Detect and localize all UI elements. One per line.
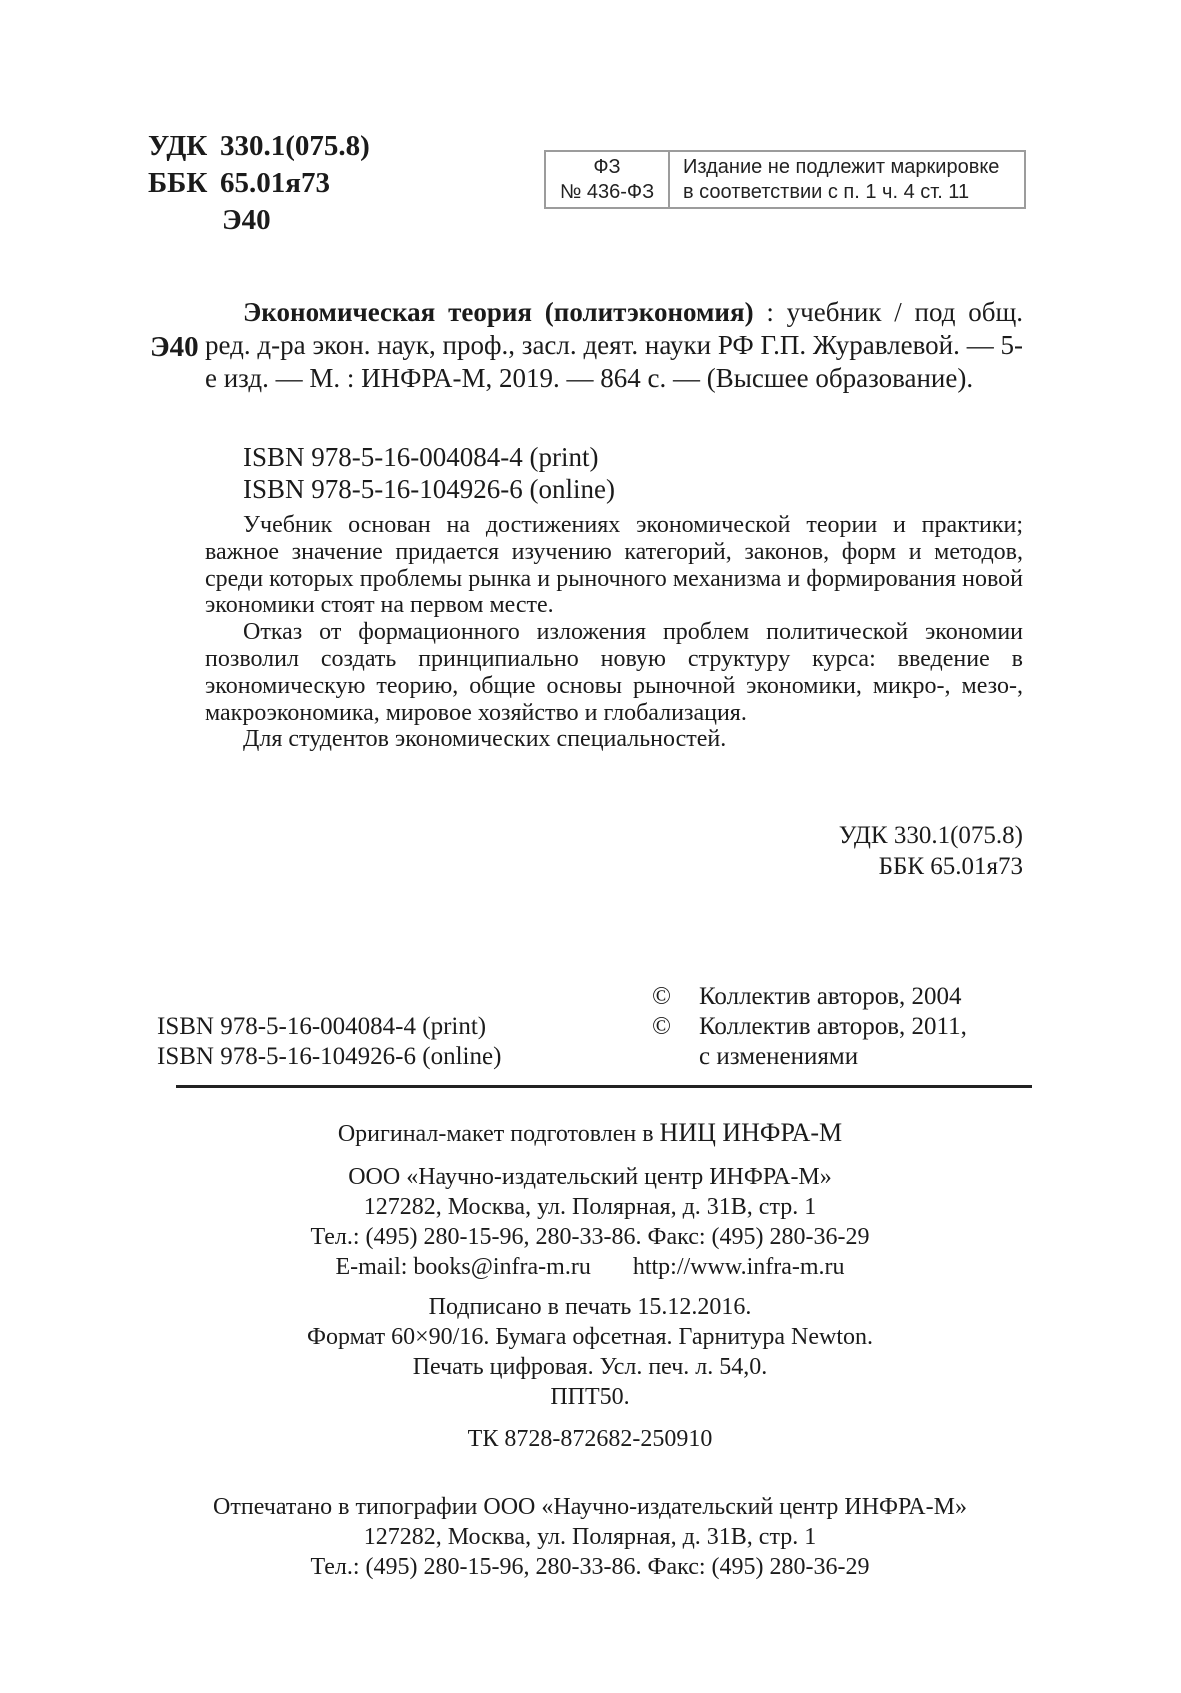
imprint-prepared-org: НИЦ ИНФРА-М [659,1118,843,1147]
biblio-paragraph [205,296,1023,395]
bbk-line [148,165,370,202]
annotation-paragraph-2: Отказ от формационного изложения проблем политической экономии позволил создать принципиально новую структуру курса: введение в экономическую теорию, общие основы рыночной экономики, микро-, мезо-, макроэкономика, мировое хозяйство и глобализация. [205,619,1023,726]
book-title: Экономическая теория (политэкономия) [243,297,754,327]
copyright-isbn-block [157,1012,501,1072]
spacer [148,1282,1032,1292]
copyright-text-2: Коллектив авторов, 2011, [699,1013,967,1040]
author-sign-margin: Э40 [150,331,199,363]
copyright-symbol-2: © [652,1013,671,1040]
publisher-name-line: ООО «Научно-издательский центр ИНФРА-М» [348,1164,832,1190]
spacer [148,1149,1032,1162]
isbn-block [243,441,615,505]
spacer [148,1412,1032,1424]
copyright-line-3: с изменениями [699,1043,859,1070]
udc-label: УДК [148,130,208,162]
codes-right-block [839,820,1023,882]
printed-at-block [148,1492,1032,1582]
divider-rule [176,1085,1032,1088]
annotation-block [205,512,1023,753]
bbk-value: 65.01я73 [220,167,330,199]
print-info-line: Печать цифровая. Усл. печ. л. 54,0. [412,1354,768,1380]
copyright-isbn-online: ISBN 978-5-16-104926-6 (online) [157,1043,502,1070]
tk-number-line: ТК 8728-872682-250910 [467,1426,713,1452]
publisher-website: http://www.infra-m.ru [632,1254,845,1280]
printed-at-line-2: 127282, Москва, ул. Полярная, д. 31В, стр. 1 [363,1524,817,1550]
publisher-contacts-line [148,1252,1032,1282]
imprint-prepared-line [148,1118,1032,1149]
copyright-isbn-print: ISBN 978-5-16-004084-4 (print) [157,1013,487,1040]
biblio-details: : учебник / под общ. ред. д-ра экон. наук, проф., засл. деят. науки РФ Г.П. Журавлевой. — 5-е изд. — М. : ИНФРА-М, 2019. — 864 с. — (Высшее образование). [205,297,1024,393]
format-line: Формат 60×90/16. Бумага офсетная. Гарнитура Newton. [307,1324,873,1350]
author-sign-top: Э40 [222,204,271,236]
copyright-text-1: Коллектив авторов, 2004 [699,983,962,1010]
isbn-print-line: ISBN 978-5-16-004084-4 (print) [243,442,599,472]
copyright-symbol-1: © [652,983,671,1010]
bbk-code-right: ББК 65.01я73 [878,853,1023,880]
printed-at-line-1: Отпечатано в типографии ООО «Научно-издательский центр ИНФРА-М» [213,1494,967,1520]
ppt-line: ППТ50. [550,1384,630,1410]
printed-at-line-3: Тел.: (495) 280-15-96, 280-33-86. Факс: (495) 280-36-29 [310,1554,870,1580]
bbk-label: ББК [148,167,208,199]
fz-text-line2: в соответствии с п. 1 ч. 4 ст. 11 [683,180,970,203]
fz-notice-box [544,150,1026,209]
udc-value: 330.1(075.8) [220,130,370,162]
fz-text-line1: Издание не подлежит маркировке [683,155,1000,178]
imprint-prepared-prefix: Оригинал-макет подготовлен в [337,1121,660,1147]
udc-code-right: УДК 330.1(075.8) [838,822,1023,849]
bibliographic-description [205,296,1023,395]
fz-code-line1: ФЗ [593,155,621,178]
signed-to-print-line: Подписано в печать 15.12.2016. [428,1294,752,1320]
annotation-paragraph-3: Для студентов экономических специальностей. [243,726,727,753]
copyright-line-2 [652,1012,967,1042]
fz-code-line2: № 436-ФЗ [559,180,655,203]
copyright-line-1 [652,982,967,1012]
isbn-online-line: ISBN 978-5-16-104926-6 (online) [243,474,615,504]
publisher-phone-line: Тел.: (495) 280-15-96, 280-33-86. Факс: (495) 280-36-29 [310,1224,870,1250]
publisher-address-line: 127282, Москва, ул. Полярная, д. 31В, стр. 1 [363,1194,817,1220]
copyright-credits-block [652,982,967,1072]
annotation-paragraph-1: Учебник основан на достижениях экономической теории и практики; важное значение придается изучению категорий, законов, форм и методов, среди которых проблемы рынка и рыночного механизма и формирования новой экономики стоят на первом месте. [205,512,1023,619]
publisher-email: E-mail: books@infra-m.ru [335,1254,591,1280]
classification-codes-block [148,128,370,239]
fz-text-cell [670,152,1024,207]
fz-code-cell [546,152,670,207]
udc-line [148,128,370,165]
imprint-block [148,1118,1032,1454]
